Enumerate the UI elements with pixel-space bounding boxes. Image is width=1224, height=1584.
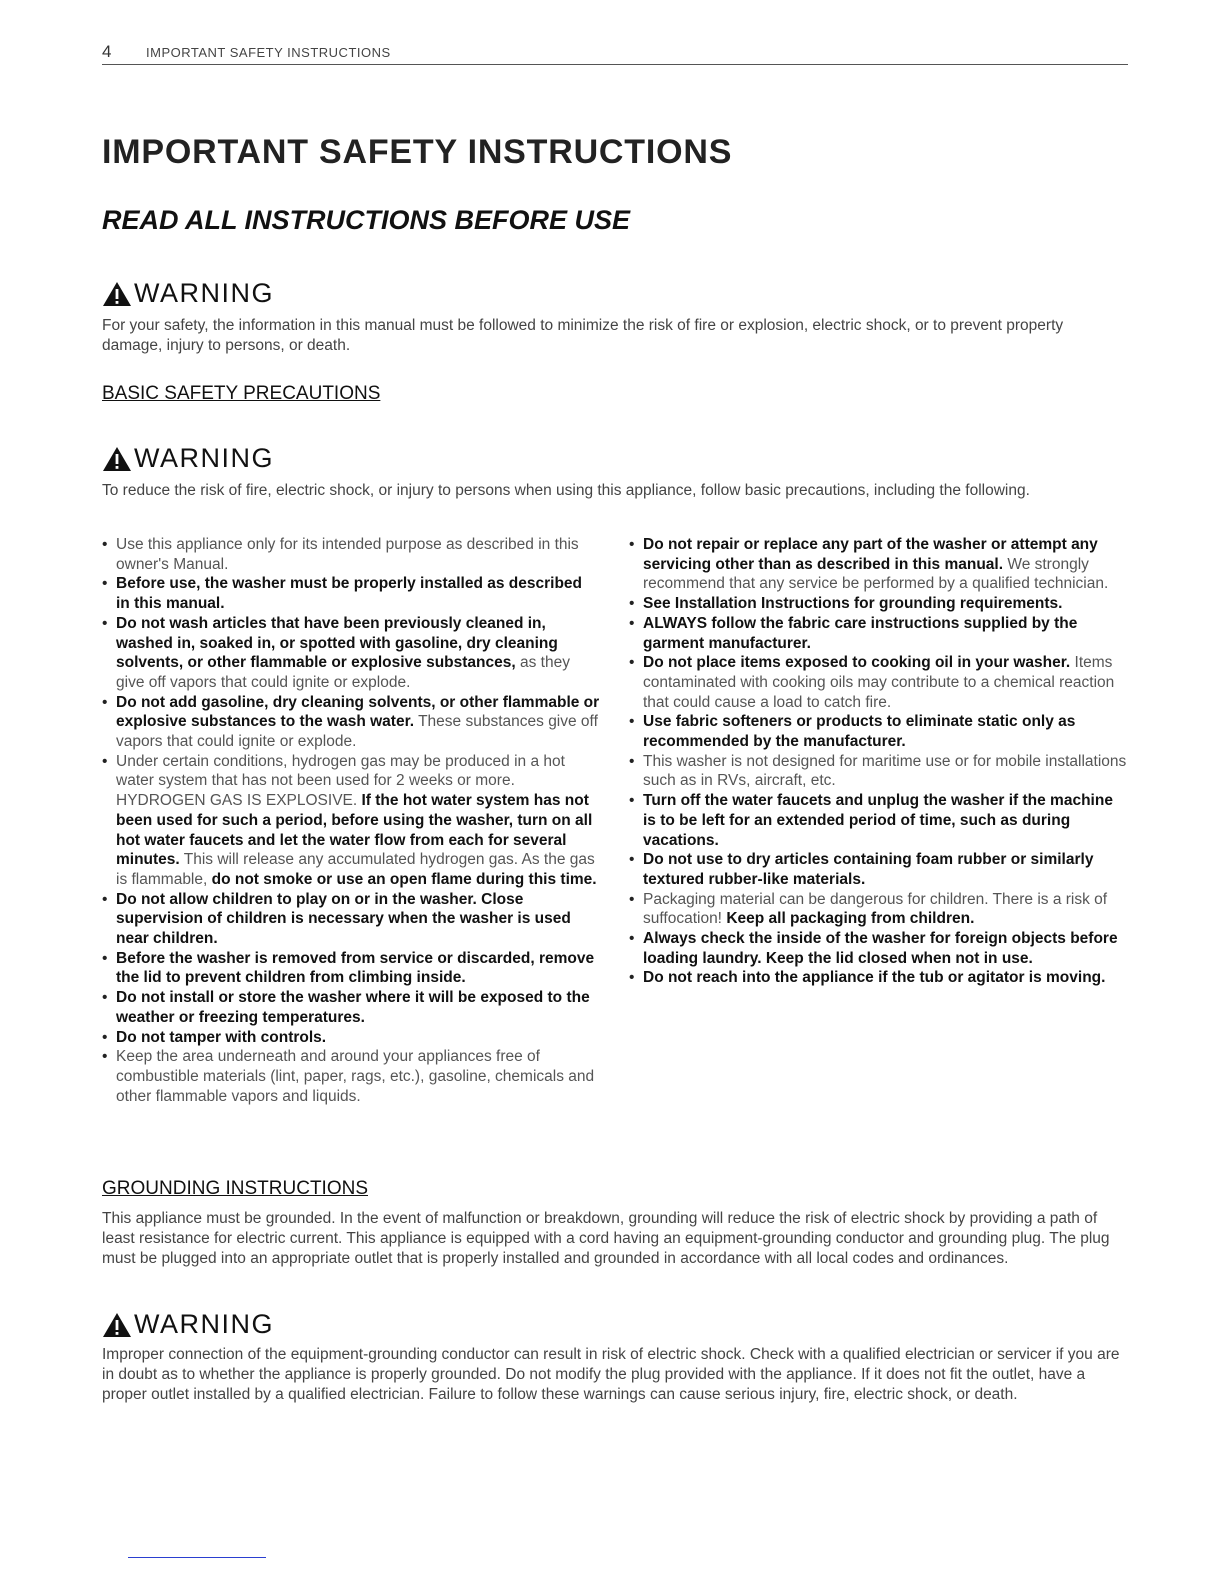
page-subtitle: READ ALL INSTRUCTIONS BEFORE USE xyxy=(102,205,631,235)
precaution-item xyxy=(629,653,1129,712)
precaution-text: This washer is not designed for maritime use or for mobile installations such as in RVs, aircraft, etc. xyxy=(643,752,1127,790)
warning-triangle-icon xyxy=(102,1312,132,1338)
running-header-title: IMPORTANT SAFETY INSTRUCTIONS xyxy=(146,45,391,60)
precaution-bold-text: Do not use to dry articles containing foam rubber or similarly textured rubber-like materials. xyxy=(643,851,1094,888)
precaution-item xyxy=(102,890,600,949)
right-precautions-list xyxy=(629,535,1129,988)
precaution-item xyxy=(629,968,1129,988)
precaution-item xyxy=(629,712,1129,751)
warning-heading-1 xyxy=(102,278,274,309)
precaution-bold-text: do not smoke or use an open flame during this time. xyxy=(211,870,597,888)
precaution-bold-text: See Installation Instructions for grounding requirements. xyxy=(643,595,1063,613)
warning-label: WARNING xyxy=(134,443,274,473)
precaution-item xyxy=(629,890,1129,929)
warning-triangle-icon xyxy=(102,446,132,472)
precaution-text: Items contaminated with cooking oils may contribute to a chemical reaction that could cause a load to catch fire. xyxy=(643,654,1115,711)
precaution-bold-text: Do not repair or replace any part of the washer or attempt any servicing other than as described in this manual. xyxy=(643,536,1098,573)
precaution-bold-text: Do not place items exposed to cooking oil in your washer. xyxy=(643,654,1071,672)
precaution-bold-text: Do not add gasoline, dry cleaning solvents, or other flammable or explosive substances to the wash water. xyxy=(116,693,600,731)
page-number: 4 xyxy=(102,42,112,61)
precaution-text: Under certain conditions, hydrogen gas may be produced in a hot water system that has not been used for 2 weeks or more. HYDROGEN GAS IS EXPLOSIVE. xyxy=(116,752,565,810)
precaution-bold-text: Do not wash articles that have been previously cleaned in, washed in, soaked in, or spotted with gasoline, dry cleaning solvents, or other flammable or explosive substances, xyxy=(116,614,558,672)
page-title: IMPORTANT SAFETY INSTRUCTIONS xyxy=(102,133,733,171)
basic-safety-heading: BASIC SAFETY PRECAUTIONS xyxy=(102,383,381,404)
precaution-text: These substances give off vapors that could ignite or explode. xyxy=(116,713,598,751)
precaution-item xyxy=(102,988,600,1027)
precaution-item xyxy=(102,535,600,574)
bottom-rule xyxy=(128,1557,266,1558)
precaution-item xyxy=(102,1047,600,1106)
precaution-item xyxy=(102,693,600,752)
precaution-bold-text: If the hot water system has not been used for such a period, before using the washer, turn on all hot water faucets and let the water flow from each for several minutes. xyxy=(116,792,593,869)
precaution-bold-text: Do not allow children to play on or in the washer. Close supervision of children is necessary when the washer is used near children. xyxy=(116,890,571,948)
precaution-item xyxy=(102,614,600,693)
precaution-bold-text: Do not install or store the washer where it will be exposed to the weather or freezing temperatures. xyxy=(116,989,590,1026)
warning-heading-3 xyxy=(102,1309,274,1340)
precaution-item xyxy=(629,594,1129,614)
precaution-text: Use this appliance only for its intended purpose as described in this owner's Manual. xyxy=(116,536,579,573)
precaution-bold-text: Before use, the washer must be properly installed as described in this manual. xyxy=(116,575,583,613)
precaution-item xyxy=(102,949,600,988)
page-header xyxy=(102,42,1128,65)
precaution-item xyxy=(102,1028,600,1048)
precaution-item xyxy=(629,535,1129,594)
warning-label: WARNING xyxy=(134,278,274,308)
precaution-bold-text: Turn off the water faucets and unplug the washer if the machine is to be left for an extended period of time, such as during vacations. xyxy=(643,792,1113,849)
precaution-item xyxy=(629,752,1129,791)
warning-text-3: Improper connection of the equipment-grounding conductor can result in risk of electric shock. Check with a qualified electrician or servicer if you are in doubt as to whether the appliance is properly grounded. Do not modify the plug provided with the appliance. If it does not fit the outlet, have a proper outlet installed by a qualified electrician. Failure to follow these warnings can cause serious injury, fire, electric shock, or death. xyxy=(102,1346,1120,1403)
grounding-heading: GROUNDING INSTRUCTIONS xyxy=(102,1178,368,1199)
left-precautions-list xyxy=(102,535,600,1106)
grounding-text: This appliance must be grounded. In the event of malfunction or breakdown, grounding will reduce the risk of electric shock by providing a path of least resistance for electric current. This appliance is equipped with a cord having an equipment-grounding conductor and grounding plug. The plug must be plugged into an appropriate outlet that is properly installed and grounded in accordance with all local codes and ordinances. xyxy=(102,1210,1110,1267)
precaution-text: We strongly recommend that any service be performed by a qualified technician. xyxy=(643,555,1109,593)
precaution-bold-text: Use fabric softeners or products to eliminate static only as recommended by the manufacturer. xyxy=(643,713,1076,751)
precaution-text: Packaging material can be dangerous for children. There is a risk of suffocation! xyxy=(643,890,1108,928)
precaution-text: as they give off vapors that could ignite or explode. xyxy=(116,654,570,691)
precaution-bold-text: Keep all packaging from children. xyxy=(726,910,975,928)
precaution-item xyxy=(629,850,1129,889)
precaution-item xyxy=(102,752,600,890)
precaution-bold-text: Do not tamper with controls. xyxy=(116,1028,327,1046)
precaution-text: Keep the area underneath and around your appliances free of combustible materials (lint, paper, rags, etc.), gasoline, chemicals and other flammable vapors and liquids. xyxy=(116,1048,595,1105)
precaution-text: This will release any accumulated hydrogen gas. As the gas is flammable, xyxy=(116,851,595,888)
precaution-item xyxy=(629,614,1129,653)
precaution-bold-text: Always check the inside of the washer for foreign objects before loading laundry. Keep the lid closed when not in use. xyxy=(643,930,1118,967)
warning-triangle-icon xyxy=(102,281,132,307)
precaution-item xyxy=(629,791,1129,850)
warning-label: WARNING xyxy=(134,1309,274,1339)
precaution-bold-text: ALWAYS follow the fabric care instructions supplied by the garment manufacturer. xyxy=(643,614,1078,652)
precaution-item xyxy=(629,929,1129,968)
warning-text-2: To reduce the risk of fire, electric shock, or injury to persons when using this appliance, follow basic precautions, including the following. xyxy=(102,482,1030,499)
precaution-bold-text: Do not reach into the appliance if the tub or agitator is moving. xyxy=(643,969,1106,987)
precaution-bold-text: Before the washer is removed from service or discarded, remove the lid to prevent children from climbing inside. xyxy=(116,949,595,987)
precaution-item xyxy=(102,574,600,613)
warning-heading-2 xyxy=(102,443,274,474)
warning-text-1: For your safety, the information in this manual must be followed to minimize the risk of fire or explosion, electric shock, or to prevent property damage, injury to persons, or death. xyxy=(102,317,1064,354)
